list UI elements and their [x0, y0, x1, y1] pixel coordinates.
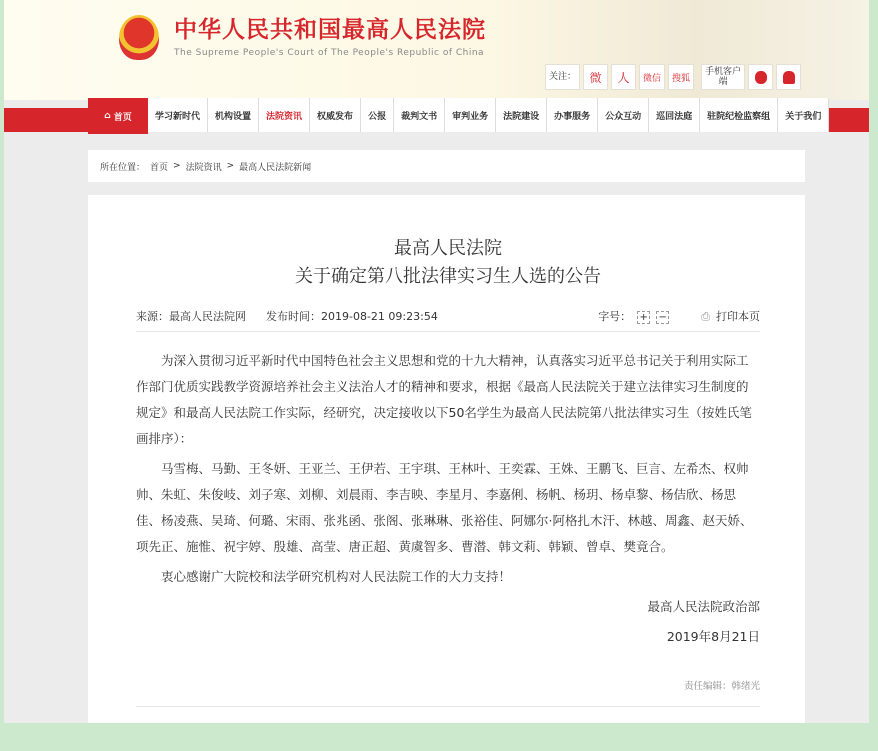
wechat-icon[interactable]: 微信	[639, 64, 665, 90]
breadcrumb	[88, 150, 805, 182]
weibo-icon[interactable]: 微	[583, 64, 608, 90]
font-size-label: 字号：	[598, 310, 632, 323]
nav-item[interactable]: 裁判文书	[394, 98, 445, 132]
printer-icon[interactable]: ⎙	[701, 310, 710, 323]
site-header	[4, 0, 869, 100]
follow-label: 关注：	[545, 64, 580, 90]
android-icon[interactable]	[776, 64, 801, 90]
article-body	[136, 348, 760, 650]
font-decrease-button[interactable]: −	[656, 311, 669, 324]
breadcrumb-link[interactable]: 法院资讯	[185, 162, 222, 173]
title-line-2: 关于确定第八批法律实习生人选的公告	[295, 266, 601, 287]
breadcrumb-separator: >	[226, 161, 235, 171]
nav-item[interactable]: 审判业务	[445, 98, 496, 132]
nav-item-active[interactable]: 法院资讯	[259, 98, 310, 132]
article	[88, 195, 805, 723]
main-nav	[88, 98, 829, 132]
name-list: 马雪梅、马勤、王冬妍、王亚兰、王伊若、王宇琪、王林叶、王奕霖、王姝、王鹏飞、巨言、左希杰、权帅帅、朱虹、朱俊岐、刘子寒、刘柳、刘晨雨、李吉映、李星月、李嘉俐、杨帆、杨玥、杨卓黎、杨佶欣、杨思佳、杨凌燕、吴琦、何璐、宋雨、张兆函、张阁、张琳琳、张裕佳、阿娜尔·阿格扎木汗、林越、周鑫、赵天娇、项先正、施惟、祝宇婷、殷雄、高莹、唐正超、黄虞智多、曹潜、韩文莉、韩颖、曾卓、樊竟合。	[136, 461, 753, 554]
page	[4, 0, 869, 723]
nav-item[interactable]: 公众互动	[598, 98, 649, 132]
nav-item[interactable]: 权威发布	[310, 98, 361, 132]
article-title	[136, 235, 760, 291]
breadcrumb-current[interactable]: 最高人民法院新闻	[239, 162, 312, 173]
site-title[interactable]: 中华人民共和国最高人民法院	[174, 17, 486, 43]
nav-item[interactable]: 关于我们	[778, 98, 829, 132]
print-button[interactable]: 打印本页	[716, 310, 760, 323]
signature: 最高人民法院政治部	[647, 599, 760, 614]
paragraph: 衷心感谢广大院校和法学研究机构对人民法院工作的大力支持！	[161, 569, 512, 584]
responsible-editor: 责任编辑：韩绪光	[683, 681, 760, 692]
apple-icon[interactable]	[748, 64, 773, 90]
paragraph: 为深入贯彻习近平新时代中国特色社会主义思想和党的十九大精神，认真落实习近平总书记关于利用实际工作部门优质实践教学资源培养社会主义法治人才的精神和要求，根据《最高人民法院关于建立法律实习生制度的规定》和最高人民法院工作实际，经研究，决定接收以下50名学生为最高人民法院第八批法律实习生（按姓氏笔画排序）：	[136, 353, 752, 446]
national-emblem-logo	[119, 15, 159, 60]
breadcrumb-link[interactable]: 首页	[150, 162, 169, 173]
publish-time: 发布时间：2019-08-21 09:23:54	[266, 310, 438, 323]
font-increase-button[interactable]: +	[637, 311, 650, 324]
nav-item[interactable]: 驻院纪检监察组	[700, 98, 778, 132]
sohu-icon[interactable]: 搜狐	[668, 64, 694, 90]
people-icon[interactable]: 人	[611, 64, 636, 90]
breadcrumb-prefix: 所在位置：	[100, 162, 146, 173]
nav-item[interactable]: 学习新时代	[148, 98, 208, 132]
follow-bar	[545, 64, 801, 90]
nav-item[interactable]: 机构设置	[208, 98, 259, 132]
site-subtitle: The Supreme People's Court of The People's Republic of China	[174, 48, 485, 58]
nav-home[interactable]: ⌂ 首页	[88, 98, 148, 134]
title-line-1: 最高人民法院	[394, 238, 502, 259]
breadcrumb-separator: >	[173, 161, 181, 171]
nav-item[interactable]: 公报	[361, 98, 394, 132]
signature-date: 2019年8月21日	[666, 629, 760, 644]
nav-item[interactable]: 法院建设	[496, 98, 547, 132]
home-icon: ⌂	[104, 111, 111, 121]
article-meta	[136, 309, 760, 332]
nav-item[interactable]: 巡回法庭	[649, 98, 700, 132]
divider	[136, 706, 760, 707]
mobile-client-link[interactable]: 手机客户端	[701, 64, 745, 90]
nav-item[interactable]: 办事服务	[547, 98, 598, 132]
article-source: 来源：最高人民法院网	[136, 310, 246, 323]
